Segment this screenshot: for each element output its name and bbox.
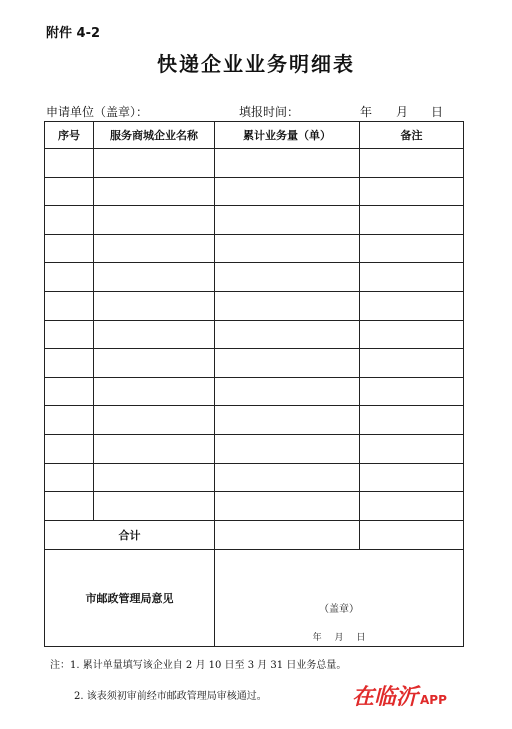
date-label: 年 月 日 — [312, 632, 366, 643]
company-name-cell[interactable] — [94, 263, 215, 292]
total-volume-cell[interactable] — [215, 520, 360, 549]
opinion-row — [45, 549, 464, 646]
company-name-cell[interactable] — [94, 149, 215, 178]
header-cumulative-volume: 累计业务量（单） — [215, 122, 360, 149]
remarks-cell[interactable] — [360, 406, 464, 435]
company-name-cell[interactable] — [94, 492, 215, 521]
table-header-row — [45, 122, 464, 149]
header-remarks: 备注 — [360, 122, 464, 149]
note-1: 注：1. 累计单量填写该企业自 2 月 10 日至 3 月 31 日业务总量。 — [50, 660, 347, 671]
serial-cell[interactable] — [45, 291, 94, 320]
remarks-cell[interactable] — [360, 463, 464, 492]
company-name-cell[interactable] — [94, 349, 215, 378]
remarks-cell[interactable] — [360, 291, 464, 320]
remarks-cell[interactable] — [360, 263, 464, 292]
volume-cell[interactable] — [215, 434, 360, 463]
remarks-cell[interactable] — [360, 492, 464, 521]
company-name-cell[interactable] — [94, 320, 215, 349]
volume-cell[interactable] — [215, 149, 360, 178]
remarks-cell[interactable] — [360, 206, 464, 235]
volume-cell[interactable] — [215, 377, 360, 406]
page-title: 快递企业业务明细表 — [157, 52, 355, 76]
table-row — [45, 234, 464, 263]
attachment-label: 附件 4-2 — [46, 26, 101, 41]
remarks-cell[interactable] — [360, 377, 464, 406]
remarks-cell[interactable] — [360, 177, 464, 206]
watermark-logo — [352, 680, 447, 711]
table-row — [45, 149, 464, 178]
table-row — [45, 320, 464, 349]
remarks-cell[interactable] — [360, 349, 464, 378]
serial-cell[interactable] — [45, 234, 94, 263]
serial-cell[interactable] — [45, 320, 94, 349]
remarks-cell[interactable] — [360, 434, 464, 463]
volume-cell[interactable] — [215, 349, 360, 378]
serial-cell[interactable] — [45, 492, 94, 521]
remarks-cell[interactable] — [360, 320, 464, 349]
watermark-text: 在临沂 — [352, 684, 419, 710]
volume-cell[interactable] — [215, 206, 360, 235]
serial-cell[interactable] — [45, 177, 94, 206]
opinion-content-cell[interactable] — [215, 549, 464, 646]
volume-cell[interactable] — [215, 406, 360, 435]
table-row — [45, 463, 464, 492]
business-detail-table — [44, 121, 464, 647]
year-label: 年 — [360, 105, 373, 119]
header-company-name: 服务商城企业名称 — [94, 122, 215, 149]
applicant-label: 申请单位（盖章）： — [46, 105, 149, 119]
note-2: 2. 该表须初审前经市邮政管理局审核通过。 — [74, 691, 267, 702]
serial-cell[interactable] — [45, 434, 94, 463]
volume-cell[interactable] — [215, 234, 360, 263]
serial-cell[interactable] — [45, 263, 94, 292]
company-name-cell[interactable] — [94, 291, 215, 320]
month-label: 月 — [396, 105, 409, 119]
serial-cell[interactable] — [45, 406, 94, 435]
volume-cell[interactable] — [215, 492, 360, 521]
opinion-label-cell — [45, 549, 215, 646]
table-row — [45, 406, 464, 435]
seal-label: （盖章） — [319, 603, 359, 615]
fill-time-label: 填报时间： — [239, 105, 300, 119]
table-row — [45, 177, 464, 206]
table-row — [45, 434, 464, 463]
company-name-cell[interactable] — [94, 434, 215, 463]
volume-cell[interactable] — [215, 291, 360, 320]
table-row — [45, 206, 464, 235]
total-label: 合计 — [45, 520, 215, 549]
company-name-cell[interactable] — [94, 206, 215, 235]
remarks-cell[interactable] — [360, 149, 464, 178]
header-serial: 序号 — [45, 122, 94, 149]
table-row — [45, 377, 464, 406]
volume-cell[interactable] — [215, 320, 360, 349]
volume-cell[interactable] — [215, 263, 360, 292]
company-name-cell[interactable] — [94, 463, 215, 492]
company-name-cell[interactable] — [94, 406, 215, 435]
table-row — [45, 492, 464, 521]
company-name-cell[interactable] — [94, 377, 215, 406]
table-row — [45, 349, 464, 378]
remarks-cell[interactable] — [360, 234, 464, 263]
company-name-cell[interactable] — [94, 177, 215, 206]
table-row — [45, 291, 464, 320]
serial-cell[interactable] — [45, 463, 94, 492]
volume-cell[interactable] — [215, 463, 360, 492]
opinion-label: 市邮政管理局意见 — [85, 591, 174, 605]
serial-cell[interactable] — [45, 349, 94, 378]
total-remarks-cell[interactable] — [360, 520, 464, 549]
serial-cell[interactable] — [45, 149, 94, 178]
total-row — [45, 520, 464, 549]
serial-cell[interactable] — [45, 206, 94, 235]
watermark-app: APP — [420, 693, 447, 707]
company-name-cell[interactable] — [94, 234, 215, 263]
table-row — [45, 263, 464, 292]
volume-cell[interactable] — [215, 177, 360, 206]
day-label: 日 — [431, 105, 444, 119]
serial-cell[interactable] — [45, 377, 94, 406]
